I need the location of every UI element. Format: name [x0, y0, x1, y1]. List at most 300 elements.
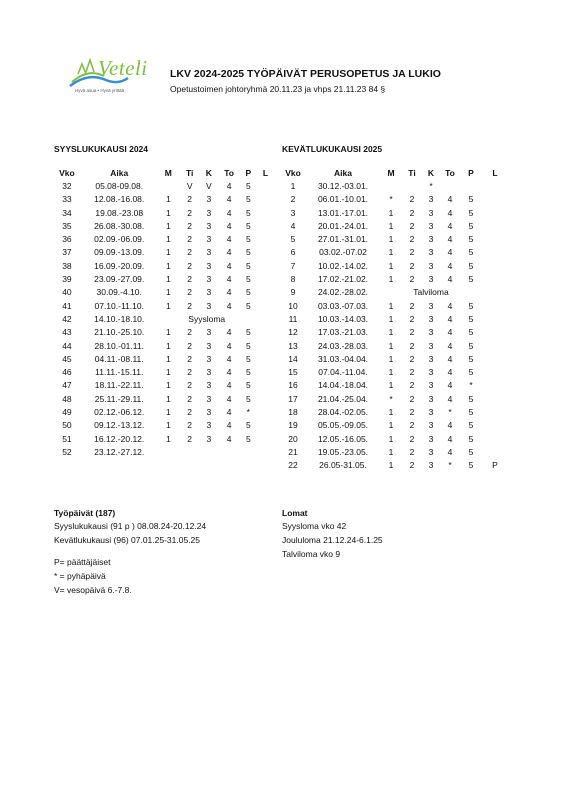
week-number-cell: 44: [62, 340, 72, 351]
week-number-cell: 4: [290, 220, 296, 231]
day-cell-m: 1: [165, 327, 171, 338]
table-row: [52, 340, 274, 353]
holiday-label-cell: Syysloma: [188, 313, 226, 324]
week-number-cell: 14: [288, 353, 298, 364]
day-cell-p: 5: [245, 340, 251, 351]
day-cell-k: 3: [428, 234, 434, 245]
day-cell-to: 4: [447, 446, 453, 457]
column-header-aika: Aika: [110, 168, 129, 178]
date-range-cell: 09.09.-13.09.: [94, 247, 145, 258]
table-row: [52, 180, 274, 193]
day-cell-to: 4: [447, 274, 453, 285]
day-cell-p: 5: [245, 194, 251, 205]
day-cell-k: 3: [206, 207, 212, 218]
day-cell-to: *: [448, 407, 452, 418]
week-number-cell: 38: [62, 260, 72, 271]
day-cell-ti: V: [186, 181, 193, 191]
day-cell-k: 3: [428, 313, 434, 324]
day-cell-ti: [402, 180, 422, 193]
day-cell-p: 5: [245, 380, 251, 391]
day-cell-k: 3: [428, 247, 434, 258]
day-cell-ti: 2: [187, 260, 193, 271]
day-cell-p: 5: [245, 260, 251, 271]
day-cell-to: 4: [226, 353, 232, 364]
spring-calendar-table: [280, 168, 508, 473]
date-range-cell: 30.12.-03.01.: [317, 181, 369, 191]
day-cell-k: 3: [428, 367, 434, 378]
column-header-m: M: [387, 168, 395, 178]
day-cell-to: 4: [226, 234, 232, 245]
table-row: [280, 406, 508, 419]
day-cell-m: 1: [388, 446, 394, 457]
workdays-spacer: [54, 547, 206, 555]
table-row: [280, 433, 508, 446]
day-cell-ti: 2: [409, 220, 415, 231]
day-cell-l: [257, 207, 274, 220]
table-row: [280, 353, 508, 366]
day-cell-ti: 2: [187, 367, 193, 378]
table-row: [52, 446, 274, 459]
day-cell-l: [482, 379, 508, 392]
day-cell-l: [482, 273, 508, 286]
table-row: [280, 446, 508, 459]
day-cell-l: [482, 419, 508, 432]
autumn-header-row: [52, 168, 274, 180]
day-cell-l: [257, 379, 274, 392]
day-cell-k: V: [206, 181, 212, 191]
day-cell-p: [460, 180, 482, 193]
date-range-cell: 05.05.-09.05.: [317, 420, 369, 431]
table-row: [52, 313, 274, 326]
table-row: [52, 433, 274, 446]
day-cell-k: 3: [206, 327, 212, 338]
day-cell-m: [157, 180, 180, 193]
day-cell-ti: 2: [409, 207, 415, 218]
day-cell-k: 3: [206, 260, 212, 271]
day-cell-ti: 2: [187, 420, 193, 431]
day-cell-k: 3: [206, 393, 212, 404]
day-cell-m: 1: [165, 287, 171, 298]
spring-header-row: [280, 168, 508, 180]
day-cell-p: 5: [245, 420, 251, 431]
day-cell-l: [257, 233, 274, 246]
day-cell-m: 1: [388, 234, 394, 245]
column-header-aika: Aika: [334, 168, 352, 178]
day-cell-to: 4: [226, 407, 232, 418]
day-cell-k: 3: [206, 234, 212, 245]
day-cell-k: 3: [206, 194, 212, 205]
date-range-cell: 12.05.-16.05.: [317, 433, 369, 444]
day-cell-l: [482, 340, 508, 353]
date-range-cell: 10.02.-14.02.: [317, 260, 369, 271]
week-number-cell: 37: [62, 247, 72, 258]
day-cell-p: 5: [468, 220, 474, 231]
day-cell-to: 4: [447, 433, 453, 444]
day-cell-ti: 2: [409, 380, 415, 391]
column-header-p: P: [468, 168, 474, 178]
day-cell-l: [482, 313, 508, 326]
week-number-cell: 33: [62, 194, 72, 205]
day-cell-p: *: [469, 380, 473, 391]
day-cell-ti: 2: [409, 420, 415, 431]
spring-section-title: KEVÄTLUKUKAUSI 2025: [282, 144, 383, 154]
day-cell-p: *: [246, 407, 250, 418]
week-number-cell: 35: [62, 220, 72, 231]
day-cell-k: 3: [206, 407, 212, 418]
week-number-cell: 32: [62, 181, 72, 191]
table-row: [52, 273, 274, 286]
date-range-cell: 17.03.-21.03.: [317, 327, 369, 338]
day-cell-m: 1: [388, 407, 394, 418]
day-cell-ti: 2: [409, 194, 415, 205]
day-cell-k: *: [429, 181, 433, 191]
day-cell-ti: 2: [409, 393, 415, 404]
table-row: [52, 406, 274, 419]
holiday-line: Talviloma vko 9: [282, 549, 341, 559]
day-cell-l: [257, 220, 274, 233]
date-range-cell: 18.11.-22.11.: [94, 380, 144, 391]
day-cell-m: 1: [165, 300, 171, 311]
day-cell-m: 1: [165, 380, 171, 391]
table-row: [52, 353, 274, 366]
day-cell-p: 5: [468, 393, 474, 404]
day-cell-to: *: [448, 460, 452, 471]
week-number-cell: 16: [288, 380, 298, 391]
week-number-cell: 52: [62, 446, 72, 457]
day-cell-ti: 2: [409, 353, 415, 364]
table-row: [280, 207, 508, 220]
day-cell-m: 1: [165, 220, 171, 231]
day-cell-m: 1: [388, 340, 394, 351]
day-cell-l: [482, 193, 508, 206]
day-cell-to: 4: [447, 194, 453, 205]
day-cell-k: 3: [428, 260, 434, 271]
day-cell-p: 5: [245, 234, 251, 245]
date-range-cell: 24.02.-28.02.: [317, 287, 369, 298]
day-cell-p: 5: [468, 247, 474, 258]
day-cell-l: [482, 233, 508, 246]
day-cell-to: 4: [226, 420, 232, 431]
column-header-vko: Vko: [59, 168, 75, 178]
day-cell-l: [257, 340, 274, 353]
week-number-cell: 43: [62, 327, 72, 338]
day-cell-to: 4: [447, 340, 453, 351]
day-cell-l: [257, 193, 274, 206]
date-range-cell: 25.11.-29.11.: [94, 393, 144, 404]
day-cell-p: 5: [468, 460, 474, 471]
day-cell-m: 1: [165, 247, 171, 258]
day-cell-m: *: [389, 194, 393, 205]
day-cell-l: [257, 353, 274, 366]
day-cell-ti: 2: [409, 247, 415, 258]
week-number-cell: 5: [290, 234, 296, 245]
date-range-cell: 06.01.-10.01.: [317, 194, 369, 205]
date-range-cell: 26.08.-30.08.: [94, 220, 145, 231]
column-header-k: K: [427, 168, 435, 178]
day-cell-l: [257, 260, 274, 273]
day-cell-l: [482, 446, 508, 459]
date-range-cell: 14.04.-18.04.: [317, 380, 369, 391]
date-range-cell: 09.12.-13.12.: [94, 420, 145, 431]
table-row: [280, 273, 508, 286]
day-cell-k: 3: [428, 207, 434, 218]
day-cell-m: 1: [388, 220, 394, 231]
holiday-label-cell: Talviloma: [413, 287, 449, 298]
day-cell-l: [482, 406, 508, 419]
day-cell-m: 1: [388, 274, 394, 285]
table-row: [52, 220, 274, 233]
day-cell-p: 5: [468, 207, 474, 218]
table-row: [280, 340, 508, 353]
date-range-cell: 19.05.-23.05.: [317, 446, 369, 457]
day-cell-k: 3: [206, 220, 212, 231]
date-range-cell: 19.08.-23.08: [95, 207, 144, 218]
day-cell-k: 3: [428, 353, 434, 364]
column-header-ti: Ti: [185, 168, 194, 178]
column-header-to: To: [445, 168, 455, 178]
day-cell-k: 3: [428, 460, 434, 471]
date-range-cell: 23.09.-27.09.: [94, 274, 145, 285]
workdays-title: Työpäivät (187): [54, 508, 116, 518]
day-cell-p: 5: [468, 353, 474, 364]
day-cell-m: 1: [165, 420, 171, 431]
week-number-cell: 8: [290, 274, 296, 285]
day-cell-to: 4: [226, 367, 232, 378]
day-cell-to: 4: [447, 300, 453, 311]
week-number-cell: 34: [62, 207, 72, 218]
date-range-cell: 27.01.-31.01.: [317, 234, 369, 245]
day-cell-p: 5: [245, 220, 251, 231]
date-range-cell: 12.08.-16.08.: [94, 194, 145, 205]
week-number-cell: 45: [62, 353, 72, 364]
day-cell-ti: 2: [409, 407, 415, 418]
day-cell-l: [482, 366, 508, 379]
day-cell-k: 3: [428, 446, 434, 457]
week-number-cell: 1: [290, 181, 296, 191]
table-row: [52, 286, 274, 299]
day-cell-ti: 2: [187, 274, 193, 285]
day-cell-p: 5: [245, 287, 251, 298]
date-range-cell: 10.03.-14.03.: [317, 313, 369, 324]
day-cell-l: [257, 419, 274, 432]
day-cell-m: 1: [388, 260, 394, 271]
logo-tagline: Hyvä asua • Hyvä yrittää: [75, 88, 125, 93]
day-cell-k: 3: [428, 420, 434, 431]
day-cell-l: [257, 366, 274, 379]
day-cell-p: 5: [245, 353, 251, 364]
table-row: [52, 419, 274, 432]
day-cell-k: 3: [206, 367, 212, 378]
day-cell-to: 4: [447, 367, 453, 378]
day-cell-ti: 2: [409, 327, 415, 338]
week-number-cell: 7: [290, 260, 296, 271]
date-range-cell: 26.05-31.05.: [319, 460, 367, 471]
day-cell-k: 3: [428, 380, 434, 391]
week-number-cell: 36: [62, 234, 72, 245]
date-range-cell: 03.03.-07.03.: [317, 300, 369, 311]
day-cell-ti: 2: [409, 260, 415, 271]
workdays-line: Kevätlukukausi (96) 07.01.25-31.05.25: [54, 535, 201, 545]
date-range-cell: 16.09.-20.09.: [94, 260, 145, 271]
week-number-cell: 39: [62, 274, 72, 285]
table-row: [52, 326, 274, 339]
day-cell-k: 3: [206, 353, 212, 364]
day-cell-l: [482, 433, 508, 446]
day-cell-to: 4: [226, 181, 232, 191]
day-cell-l: [257, 273, 274, 286]
week-number-cell: 21: [288, 446, 298, 457]
day-cell-to: 4: [226, 327, 232, 338]
date-range-cell: 14.10.-18.10.: [94, 313, 145, 324]
date-range-cell: 23.12.-27.12.: [94, 446, 145, 457]
day-cell-l: [482, 353, 508, 366]
date-range-cell: 20.01.-24.01.: [317, 220, 369, 231]
holiday-line: Joululoma 21.12.24-6.1.25: [282, 535, 383, 545]
day-cell-m: 1: [388, 380, 394, 391]
table-row: [280, 313, 508, 326]
date-range-cell: 28.10.-01.11.: [94, 340, 144, 351]
week-number-cell: 46: [62, 367, 72, 378]
day-cell-k: 3: [428, 393, 434, 404]
day-cell-m: *: [389, 393, 393, 404]
day-cell-m: 1: [165, 353, 171, 364]
day-cell-p: 5: [468, 407, 474, 418]
day-cell-m: [157, 446, 180, 459]
table-row: [280, 180, 508, 193]
day-cell-ti: 2: [187, 287, 193, 298]
table-row: [280, 393, 508, 406]
week-number-cell: 11: [288, 313, 298, 324]
week-number-cell: 12: [288, 327, 298, 338]
day-cell-m: 1: [165, 234, 171, 245]
table-row: [52, 300, 274, 313]
day-cell-m: 1: [165, 194, 171, 205]
day-cell-k: 3: [428, 194, 434, 205]
day-cell-to: 4: [447, 393, 453, 404]
day-cell-p: 5: [468, 340, 474, 351]
day-cell-ti: 2: [409, 433, 415, 444]
table-row: [280, 246, 508, 259]
legend-line: V= vesopäivä 6.-7.8.: [54, 585, 132, 595]
day-cell-to: 4: [226, 194, 232, 205]
day-cell-to: 4: [226, 340, 232, 351]
day-cell-p: 5: [468, 274, 474, 285]
week-number-cell: 15: [288, 367, 298, 378]
day-cell-k: 3: [206, 287, 212, 298]
day-cell-p: 5: [245, 393, 251, 404]
day-cell-to: 4: [226, 274, 232, 285]
date-range-cell: 03.02.-07.02: [319, 247, 367, 258]
day-cell-l: [257, 446, 274, 459]
day-cell-p: [240, 446, 257, 459]
day-cell-l: [482, 393, 508, 406]
week-number-cell: 17: [288, 393, 298, 404]
day-cell-p: 5: [468, 260, 474, 271]
day-cell-to: 4: [226, 433, 232, 444]
empty-cell: [257, 313, 274, 326]
date-range-cell: 05.08-09.08.: [95, 181, 144, 191]
week-number-cell: 47: [62, 380, 72, 391]
day-cell-l: [257, 326, 274, 339]
date-range-cell: 17.02.-21.02.: [317, 274, 369, 285]
day-cell-m: 1: [388, 247, 394, 258]
day-cell-to: 4: [447, 380, 453, 391]
day-cell-m: 1: [388, 313, 394, 324]
day-cell-ti: 2: [187, 353, 193, 364]
day-cell-to: 4: [226, 260, 232, 271]
table-row: [52, 246, 274, 259]
day-cell-p: 5: [245, 327, 251, 338]
day-cell-ti: 2: [187, 220, 193, 231]
date-range-cell: 21.04.-25.04.: [317, 393, 369, 404]
date-range-cell: 30.09.-4.10.: [96, 287, 142, 298]
day-cell-to: 4: [447, 207, 453, 218]
day-cell-m: 1: [388, 420, 394, 431]
date-range-cell: 07.10.-11.10.: [94, 300, 144, 311]
day-cell-l: [482, 326, 508, 339]
day-cell-k: 3: [206, 300, 212, 311]
table-row: [52, 233, 274, 246]
day-cell-l: [257, 286, 274, 299]
day-cell-l: [257, 433, 274, 446]
day-cell-m: 1: [165, 260, 171, 271]
day-cell-k: 3: [206, 433, 212, 444]
day-cell-ti: 2: [409, 313, 415, 324]
day-cell-to: 4: [226, 287, 232, 298]
table-row: [280, 260, 508, 273]
day-cell-m: 1: [388, 300, 394, 311]
day-cell-m: 1: [165, 407, 171, 418]
day-cell-ti: 2: [187, 247, 193, 258]
day-cell-p: 5: [468, 234, 474, 245]
table-row: [52, 260, 274, 273]
day-cell-k: 3: [428, 433, 434, 444]
table-row: [280, 220, 508, 233]
table-row: [52, 393, 274, 406]
day-cell-p: 5: [245, 433, 251, 444]
table-row: [52, 193, 274, 206]
day-cell-to: 4: [447, 327, 453, 338]
day-cell-m: 1: [388, 433, 394, 444]
day-cell-to: 4: [447, 260, 453, 271]
table-row: [280, 419, 508, 432]
day-cell-p: 5: [468, 446, 474, 457]
day-cell-k: 3: [428, 407, 434, 418]
date-range-cell: 24.03.-28.03.: [317, 340, 369, 351]
table-row: [52, 379, 274, 392]
day-cell-to: 4: [226, 220, 232, 231]
workdays-notes: [54, 519, 206, 597]
day-cell-l: [257, 406, 274, 419]
page-title: LKV 2024-2025 TYÖPÄIVÄT PERUSOPETUS JA LUKIO: [170, 68, 441, 80]
day-cell-l: [257, 393, 274, 406]
autumn-calendar-table: [52, 168, 274, 459]
day-cell-l: P: [492, 460, 498, 471]
day-cell-k: 3: [428, 220, 434, 231]
table-row: [52, 366, 274, 379]
day-cell-k: 3: [428, 340, 434, 351]
week-number-cell: 19: [288, 420, 298, 431]
week-number-cell: 2: [290, 194, 296, 205]
week-number-cell: 40: [62, 287, 72, 298]
workdays-line: Syyslukukausi (91 p ) 08.08.24-20.12.24: [54, 521, 207, 531]
holidays-title: Lomat: [282, 508, 308, 518]
day-cell-ti: 2: [187, 380, 193, 391]
day-cell-p: 5: [468, 313, 474, 324]
day-cell-p: 5: [245, 300, 251, 311]
day-cell-k: 3: [206, 340, 212, 351]
day-cell-p: 5: [245, 207, 251, 218]
